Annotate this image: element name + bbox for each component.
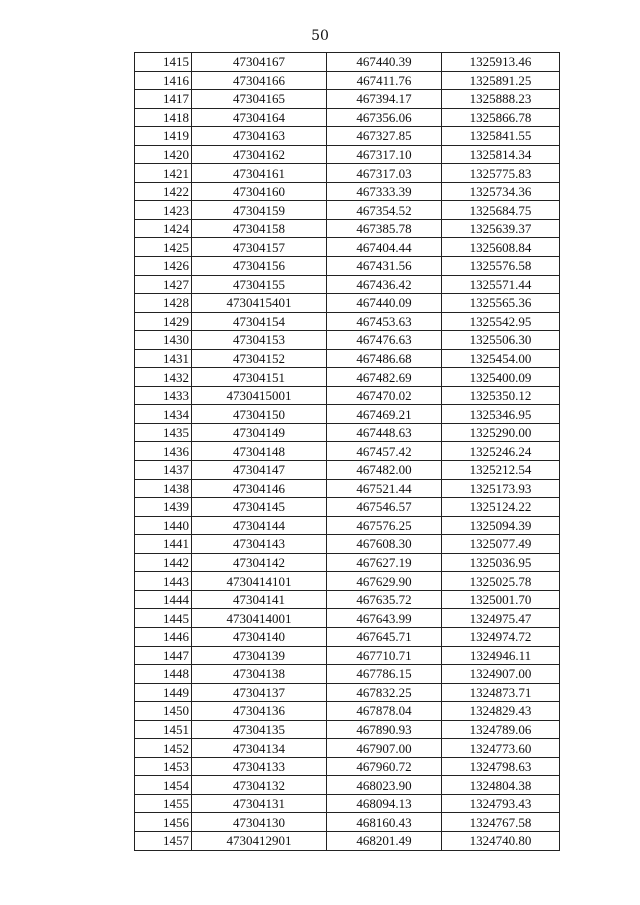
y-coordinate-cell: 1325506.30 <box>442 331 560 350</box>
x-coordinate-cell: 467627.19 <box>327 553 442 572</box>
table-row <box>135 312 560 331</box>
point-id-cell: 47304146 <box>192 479 327 498</box>
table-row <box>135 349 560 368</box>
point-id-cell: 47304167 <box>192 53 327 72</box>
point-id-cell: 47304134 <box>192 739 327 758</box>
x-coordinate-cell: 467317.03 <box>327 164 442 183</box>
y-coordinate-cell: 1324873.71 <box>442 683 560 702</box>
x-coordinate-cell: 467576.25 <box>327 516 442 535</box>
y-coordinate-cell: 1325094.39 <box>442 516 560 535</box>
point-id-cell: 47304140 <box>192 627 327 646</box>
row-index-cell: 1416 <box>135 71 192 90</box>
x-coordinate-cell: 467645.71 <box>327 627 442 646</box>
table-row <box>135 776 560 795</box>
x-coordinate-cell: 467385.78 <box>327 219 442 238</box>
x-coordinate-cell: 467453.63 <box>327 312 442 331</box>
point-id-cell: 47304157 <box>192 238 327 257</box>
table-row <box>135 794 560 813</box>
y-coordinate-cell: 1325001.70 <box>442 590 560 609</box>
point-id-cell: 47304164 <box>192 108 327 127</box>
y-coordinate-cell: 1325571.44 <box>442 275 560 294</box>
row-index-cell: 1436 <box>135 442 192 461</box>
x-coordinate-cell: 467411.76 <box>327 71 442 90</box>
y-coordinate-cell: 1325173.93 <box>442 479 560 498</box>
point-id-cell: 47304163 <box>192 127 327 146</box>
x-coordinate-cell: 468094.13 <box>327 794 442 813</box>
table-row <box>135 219 560 238</box>
table-row <box>135 275 560 294</box>
x-coordinate-cell: 467643.99 <box>327 609 442 628</box>
y-coordinate-cell: 1325565.36 <box>442 294 560 313</box>
row-index-cell: 1442 <box>135 553 192 572</box>
x-coordinate-cell: 467448.63 <box>327 423 442 442</box>
row-index-cell: 1423 <box>135 201 192 220</box>
table-row <box>135 368 560 387</box>
y-coordinate-cell: 1325866.78 <box>442 108 560 127</box>
table-row <box>135 108 560 127</box>
row-index-cell: 1419 <box>135 127 192 146</box>
point-id-cell: 47304135 <box>192 720 327 739</box>
point-id-cell: 47304150 <box>192 405 327 424</box>
y-coordinate-cell: 1324946.11 <box>442 646 560 665</box>
x-coordinate-cell: 467608.30 <box>327 535 442 554</box>
point-id-cell: 47304153 <box>192 331 327 350</box>
row-index-cell: 1441 <box>135 535 192 554</box>
x-coordinate-cell: 467356.06 <box>327 108 442 127</box>
table-row <box>135 53 560 72</box>
row-index-cell: 1444 <box>135 590 192 609</box>
x-coordinate-cell: 467440.09 <box>327 294 442 313</box>
y-coordinate-cell: 1324804.38 <box>442 776 560 795</box>
x-coordinate-cell: 467482.69 <box>327 368 442 387</box>
table-row <box>135 646 560 665</box>
table-row <box>135 739 560 758</box>
table-row <box>135 442 560 461</box>
row-index-cell: 1456 <box>135 813 192 832</box>
table-row <box>135 90 560 109</box>
point-id-cell: 47304144 <box>192 516 327 535</box>
y-coordinate-cell: 1324798.63 <box>442 757 560 776</box>
table-row <box>135 201 560 220</box>
point-id-cell: 4730414101 <box>192 572 327 591</box>
table-row <box>135 71 560 90</box>
point-id-cell: 4730414001 <box>192 609 327 628</box>
table-row <box>135 757 560 776</box>
y-coordinate-cell: 1324907.00 <box>442 665 560 684</box>
table-row <box>135 813 560 832</box>
point-id-cell: 47304156 <box>192 257 327 276</box>
row-index-cell: 1417 <box>135 90 192 109</box>
row-index-cell: 1440 <box>135 516 192 535</box>
x-coordinate-cell: 467486.68 <box>327 349 442 368</box>
row-index-cell: 1418 <box>135 108 192 127</box>
row-index-cell: 1426 <box>135 257 192 276</box>
y-coordinate-cell: 1325124.22 <box>442 498 560 517</box>
table-row <box>135 461 560 480</box>
y-coordinate-cell: 1325350.12 <box>442 386 560 405</box>
row-index-cell: 1454 <box>135 776 192 795</box>
table-row <box>135 127 560 146</box>
point-id-cell: 47304152 <box>192 349 327 368</box>
x-coordinate-cell: 467431.56 <box>327 257 442 276</box>
y-coordinate-cell: 1325454.00 <box>442 349 560 368</box>
row-index-cell: 1427 <box>135 275 192 294</box>
point-id-cell: 47304158 <box>192 219 327 238</box>
row-index-cell: 1430 <box>135 331 192 350</box>
row-index-cell: 1421 <box>135 164 192 183</box>
row-index-cell: 1433 <box>135 386 192 405</box>
y-coordinate-cell: 1325888.23 <box>442 90 560 109</box>
point-id-cell: 47304154 <box>192 312 327 331</box>
x-coordinate-cell: 467469.21 <box>327 405 442 424</box>
point-id-cell: 47304151 <box>192 368 327 387</box>
y-coordinate-cell: 1325400.09 <box>442 368 560 387</box>
point-id-cell: 47304145 <box>192 498 327 517</box>
x-coordinate-cell: 467635.72 <box>327 590 442 609</box>
y-coordinate-cell: 1324975.47 <box>442 609 560 628</box>
point-id-cell: 47304138 <box>192 665 327 684</box>
point-id-cell: 4730415001 <box>192 386 327 405</box>
x-coordinate-cell: 467317.10 <box>327 145 442 164</box>
table-row <box>135 331 560 350</box>
table-row <box>135 423 560 442</box>
x-coordinate-cell: 467436.42 <box>327 275 442 294</box>
table-row <box>135 720 560 739</box>
table-row <box>135 627 560 646</box>
x-coordinate-cell: 467482.00 <box>327 461 442 480</box>
point-id-cell: 4730412901 <box>192 831 327 850</box>
row-index-cell: 1451 <box>135 720 192 739</box>
table-row <box>135 609 560 628</box>
point-id-cell: 47304159 <box>192 201 327 220</box>
point-id-cell: 47304147 <box>192 461 327 480</box>
y-coordinate-cell: 1325576.58 <box>442 257 560 276</box>
point-id-cell: 47304166 <box>192 71 327 90</box>
y-coordinate-cell: 1325542.95 <box>442 312 560 331</box>
table-row <box>135 145 560 164</box>
x-coordinate-cell: 467832.25 <box>327 683 442 702</box>
table-row <box>135 572 560 591</box>
table-row <box>135 386 560 405</box>
row-index-cell: 1422 <box>135 182 192 201</box>
row-index-cell: 1448 <box>135 665 192 684</box>
point-id-cell: 47304139 <box>192 646 327 665</box>
point-id-cell: 47304141 <box>192 590 327 609</box>
table-row <box>135 516 560 535</box>
row-index-cell: 1428 <box>135 294 192 313</box>
table-row <box>135 665 560 684</box>
row-index-cell: 1457 <box>135 831 192 850</box>
point-id-cell: 47304132 <box>192 776 327 795</box>
y-coordinate-cell: 1325246.24 <box>442 442 560 461</box>
x-coordinate-cell: 467878.04 <box>327 702 442 721</box>
y-coordinate-cell: 1325608.84 <box>442 238 560 257</box>
row-index-cell: 1424 <box>135 219 192 238</box>
point-id-cell: 47304130 <box>192 813 327 832</box>
x-coordinate-cell: 467786.15 <box>327 665 442 684</box>
y-coordinate-cell: 1325025.78 <box>442 572 560 591</box>
y-coordinate-cell: 1325684.75 <box>442 201 560 220</box>
row-index-cell: 1435 <box>135 423 192 442</box>
y-coordinate-cell: 1324829.43 <box>442 702 560 721</box>
table-row <box>135 590 560 609</box>
point-id-cell: 47304148 <box>192 442 327 461</box>
row-index-cell: 1432 <box>135 368 192 387</box>
point-id-cell: 47304149 <box>192 423 327 442</box>
table-row <box>135 535 560 554</box>
point-id-cell: 47304133 <box>192 757 327 776</box>
x-coordinate-cell: 468023.90 <box>327 776 442 795</box>
y-coordinate-cell: 1324789.06 <box>442 720 560 739</box>
x-coordinate-cell: 467476.63 <box>327 331 442 350</box>
y-coordinate-cell: 1325036.95 <box>442 553 560 572</box>
x-coordinate-cell: 467907.00 <box>327 739 442 758</box>
y-coordinate-cell: 1325639.37 <box>442 219 560 238</box>
x-coordinate-cell: 468201.49 <box>327 831 442 850</box>
y-coordinate-cell: 1325775.83 <box>442 164 560 183</box>
x-coordinate-cell: 467394.17 <box>327 90 442 109</box>
x-coordinate-cell: 467327.85 <box>327 127 442 146</box>
y-coordinate-cell: 1325077.49 <box>442 535 560 554</box>
x-coordinate-cell: 467440.39 <box>327 53 442 72</box>
row-index-cell: 1450 <box>135 702 192 721</box>
y-coordinate-cell: 1325290.00 <box>442 423 560 442</box>
y-coordinate-cell: 1325734.36 <box>442 182 560 201</box>
y-coordinate-cell: 1324793.43 <box>442 794 560 813</box>
table-row <box>135 553 560 572</box>
row-index-cell: 1438 <box>135 479 192 498</box>
point-id-cell: 47304142 <box>192 553 327 572</box>
y-coordinate-cell: 1325841.55 <box>442 127 560 146</box>
x-coordinate-cell: 467629.90 <box>327 572 442 591</box>
x-coordinate-cell: 467333.39 <box>327 182 442 201</box>
row-index-cell: 1420 <box>135 145 192 164</box>
table-row <box>135 164 560 183</box>
x-coordinate-cell: 467521.44 <box>327 479 442 498</box>
row-index-cell: 1447 <box>135 646 192 665</box>
row-index-cell: 1452 <box>135 739 192 758</box>
page-number: 50 <box>311 28 329 44</box>
x-coordinate-cell: 467546.57 <box>327 498 442 517</box>
point-id-cell: 47304136 <box>192 702 327 721</box>
row-index-cell: 1446 <box>135 627 192 646</box>
x-coordinate-cell: 468160.43 <box>327 813 442 832</box>
point-id-cell: 47304143 <box>192 535 327 554</box>
row-index-cell: 1455 <box>135 794 192 813</box>
x-coordinate-cell: 467470.02 <box>327 386 442 405</box>
table-row <box>135 257 560 276</box>
y-coordinate-cell: 1324767.58 <box>442 813 560 832</box>
table-row <box>135 702 560 721</box>
row-index-cell: 1439 <box>135 498 192 517</box>
y-coordinate-cell: 1325913.46 <box>442 53 560 72</box>
point-id-cell: 47304165 <box>192 90 327 109</box>
point-id-cell: 47304137 <box>192 683 327 702</box>
row-index-cell: 1415 <box>135 53 192 72</box>
coordinates-table <box>134 52 560 851</box>
y-coordinate-cell: 1324974.72 <box>442 627 560 646</box>
table-row <box>135 479 560 498</box>
table-row <box>135 294 560 313</box>
table-row <box>135 831 560 850</box>
table-row <box>135 238 560 257</box>
x-coordinate-cell: 467960.72 <box>327 757 442 776</box>
x-coordinate-cell: 467404.44 <box>327 238 442 257</box>
y-coordinate-cell: 1325814.34 <box>442 145 560 164</box>
row-index-cell: 1431 <box>135 349 192 368</box>
table-row <box>135 182 560 201</box>
row-index-cell: 1449 <box>135 683 192 702</box>
table-row <box>135 498 560 517</box>
x-coordinate-cell: 467457.42 <box>327 442 442 461</box>
row-index-cell: 1434 <box>135 405 192 424</box>
y-coordinate-cell: 1324773.60 <box>442 739 560 758</box>
table-row <box>135 405 560 424</box>
point-id-cell: 4730415401 <box>192 294 327 313</box>
row-index-cell: 1453 <box>135 757 192 776</box>
row-index-cell: 1445 <box>135 609 192 628</box>
row-index-cell: 1437 <box>135 461 192 480</box>
coordinates-table-body <box>135 53 560 851</box>
table-row <box>135 683 560 702</box>
y-coordinate-cell: 1324740.80 <box>442 831 560 850</box>
x-coordinate-cell: 467710.71 <box>327 646 442 665</box>
x-coordinate-cell: 467354.52 <box>327 201 442 220</box>
y-coordinate-cell: 1325212.54 <box>442 461 560 480</box>
x-coordinate-cell: 467890.93 <box>327 720 442 739</box>
point-id-cell: 47304131 <box>192 794 327 813</box>
y-coordinate-cell: 1325891.25 <box>442 71 560 90</box>
row-index-cell: 1425 <box>135 238 192 257</box>
point-id-cell: 47304160 <box>192 182 327 201</box>
point-id-cell: 47304161 <box>192 164 327 183</box>
row-index-cell: 1429 <box>135 312 192 331</box>
row-index-cell: 1443 <box>135 572 192 591</box>
point-id-cell: 47304155 <box>192 275 327 294</box>
y-coordinate-cell: 1325346.95 <box>442 405 560 424</box>
point-id-cell: 47304162 <box>192 145 327 164</box>
